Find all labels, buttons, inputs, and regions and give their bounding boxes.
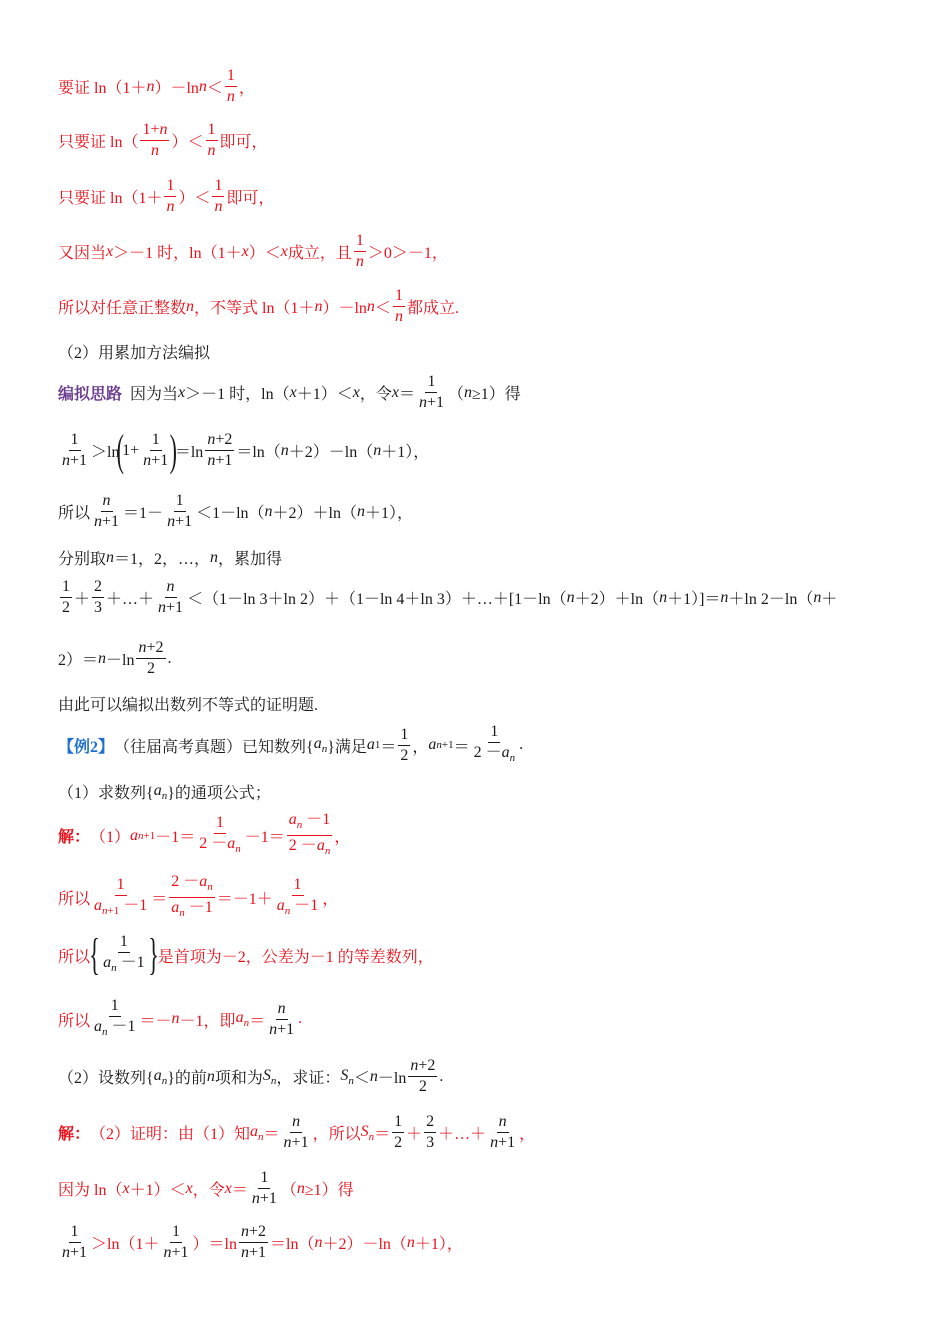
line-14: 【例2】 （往届高考真题）已知数列{ $a_n$ }满足 a 1 ＝ 1 2 ， a n+1 ＝ 1 $2 -a_n$ . [58,723,524,764]
example-label: 【例2】 [58,738,115,756]
line-5: 所以对任意正整数 n ，不等式 ln（1＋ n ）－ln n ＜ 1 n 都成立. [58,287,459,325]
line-1: 要证 ln（1＋ n ）－ln n ＜ 1 n ， [58,67,255,105]
line-16: 解： （1） a n+1 －1＝ 1 $2 -a_n$ －1＝ $a_n -1$ $2 -a_n$ ， [58,811,351,857]
line-8: 1 n+1 ＞ln ( 1+ 1 n+1 ) ＝ln n+2 n+1 ＝ln（ n ＋2）－ln（ n ＋1）， [62,425,430,475]
line-18: 所以 { 1 $a_n -1$ } 是首项为－2，公差为－1 的等差数列， [58,930,434,979]
line-12: 2）＝ n －ln n+2 2 . [58,639,172,677]
line-15: （1）求数列{ $a_n$ }的通项公式； [58,781,271,802]
line-4: 又因当 x ＞－1 时，ln（1＋ x ）＜ x 成立，且 1 n ＞0＞－1， [58,232,448,270]
line-11: 1 2 ＋ 2 3 ＋…＋ n n+1 ＜（1－ln 3＋ln 2）＋（1－ln 4＋ln 3）＋…＋[1－ln（ n ＋2）＋ln（ n ＋1）]＝ n ＋ln 2－ln（ n ＋ [62,578,838,616]
line-7: 编拟思路 因为当 x ＞－1 时，ln（ x ＋1）＜ x ，令 x ＝ 1 n+1 （ n ≥1）得 [58,373,521,411]
line-20: （2）设数列{ $a_n$ }的前 n 项和为 $S_n$ ，求证： $S_n$ ＜ n －ln n+2 2 . [58,1057,444,1095]
line-21: 解： （2）证明：由（1）知 $a_n$ ＝ n n+1 ，所以 $S_n$ ＝ 1 2 ＋ 2 3 ＋…＋ n n+1 ， [58,1113,536,1151]
line-13: 由此可以编拟出数列不等式的证明题. [58,697,319,714]
line-23: 1 n+1 ＞ln（1＋ 1 n+1 ）＝ln n+2 n+1 ＝ln（ n ＋2）－ln（ n ＋1）， [62,1223,463,1261]
section-label: 编拟思路 [58,386,123,403]
line-10: 分别取 n ＝1，2，…， n ，累加得 [58,548,283,568]
line-9: 所以 n n+1 ＝1－ 1 n+1 ＜1－ln（ n ＋2）＋ln（ n ＋1）， [58,492,414,530]
line-17: 所以 1 $a_{n+1} -1$ ＝ $2 -a_n$ $a_n -1$ ＝－1＋ 1 $a_n -1$ ， [58,873,339,919]
line-3: 只要证 ln（1＋ 1 n ）＜ 1 n 即可， [58,177,275,215]
line-6: （2）用累加方法编拟 [58,345,211,362]
line-19: 所以 1 $a_n -1$ ＝－ n －1，即 $a_n$ ＝ n n+1 . [58,997,303,1038]
line-2: 只要证 ln（ 1+n n ）＜ 1 n 即可， [58,121,268,159]
solution-label: 解： [58,829,91,846]
solution-label-2: 解： [58,1126,91,1143]
line-22: 因为 ln（ x ＋1）＜ x ，令 x ＝ 1 n+1 （ n ≥1）得 [58,1169,354,1207]
